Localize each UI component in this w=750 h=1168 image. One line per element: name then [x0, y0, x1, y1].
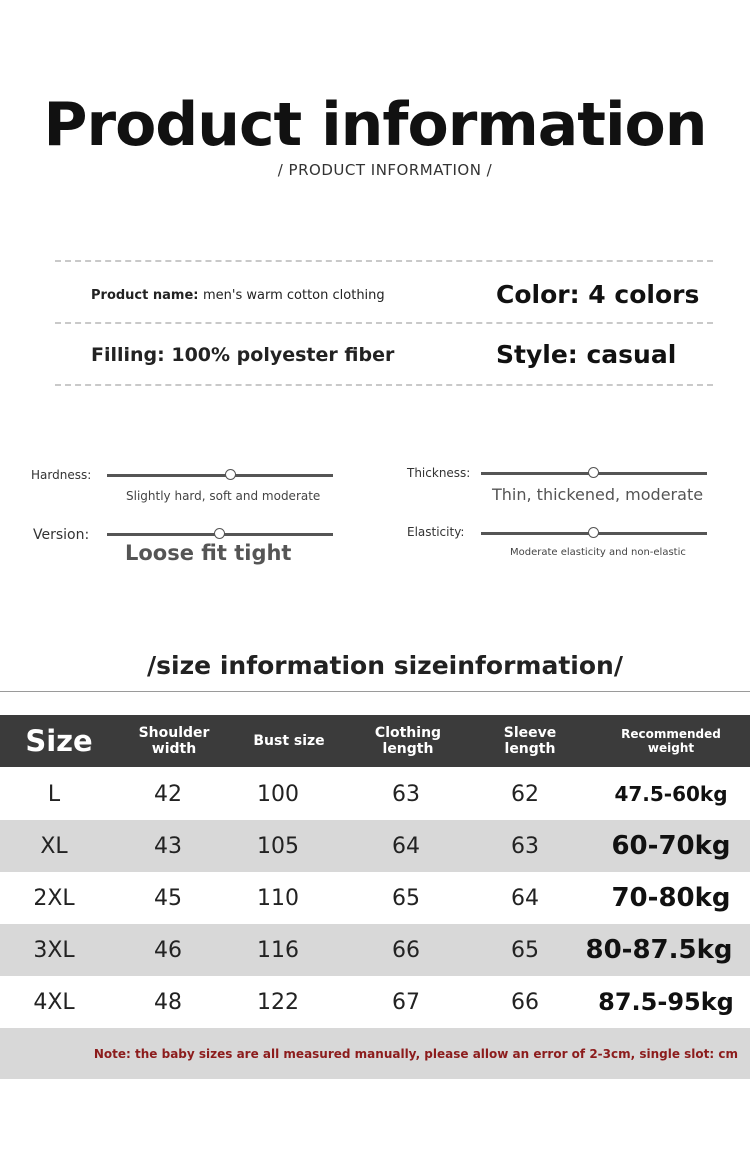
- version-description: Loose fit tight: [125, 541, 292, 565]
- cell-sleeve: 66: [511, 989, 539, 1015]
- thickness-description: Thin, thickened, moderate: [492, 485, 704, 504]
- cell-length: 63: [392, 781, 420, 807]
- cell-sleeve: 64: [511, 885, 539, 911]
- divider: [55, 322, 713, 324]
- table-row: [0, 820, 750, 872]
- cell-sleeve: 63: [511, 833, 539, 859]
- product-name-label: Product name:: [91, 288, 199, 303]
- size-section-heading: /size information sizeinformation/: [147, 651, 623, 680]
- cell-weight: 70-80kg: [611, 883, 731, 913]
- column-header-length: Clothing length: [374, 725, 442, 757]
- elasticity-label: Elasticity:: [407, 525, 465, 539]
- cell-length: 64: [392, 833, 420, 859]
- cell-shoulder: 46: [154, 937, 182, 963]
- cell-size: 2XL: [33, 885, 75, 911]
- cell-shoulder: 43: [154, 833, 182, 859]
- cell-length: 66: [392, 937, 420, 963]
- version-indicator: [214, 528, 225, 539]
- cell-bust: 105: [257, 833, 299, 859]
- column-header-size: Size: [25, 724, 93, 758]
- filling-info: Filling: 100% polyester fiber: [91, 344, 395, 366]
- cell-weight: 87.5-95kg: [598, 988, 734, 1016]
- column-header-weight: Recommended weight: [621, 727, 721, 755]
- cell-shoulder: 42: [154, 781, 182, 807]
- cell-bust: 110: [257, 885, 299, 911]
- color-info: Color: 4 colors: [496, 280, 700, 309]
- column-header-shoulder: Shoulder width: [138, 725, 210, 757]
- product-name: [91, 288, 385, 303]
- cell-weight: 80-87.5kg: [585, 935, 733, 965]
- cell-sleeve: 62: [511, 781, 539, 807]
- cell-size: 4XL: [33, 989, 75, 1015]
- table-row: [0, 768, 750, 820]
- thickness-indicator: [588, 467, 599, 478]
- product-name-value: men's warm cotton clothing: [203, 288, 385, 303]
- cell-length: 67: [392, 989, 420, 1015]
- note-band: [0, 1028, 750, 1079]
- cell-shoulder: 45: [154, 885, 182, 911]
- cell-bust: 122: [257, 989, 299, 1015]
- elasticity-description: Moderate elasticity and non-elastic: [510, 547, 686, 558]
- style-info: Style: casual: [496, 340, 677, 369]
- column-header-bust: Bust size: [253, 733, 325, 749]
- cell-size: 3XL: [33, 937, 75, 963]
- elasticity-track: [481, 532, 707, 535]
- table-row: [0, 872, 750, 924]
- page-subtitle: / PRODUCT INFORMATION /: [277, 161, 493, 179]
- measurement-note: Note: the baby sizes are all measured manually, please allow an error of 2-3cm, single slot: cm: [93, 1046, 738, 1061]
- section-divider: [0, 691, 750, 692]
- cell-length: 65: [392, 885, 420, 911]
- cell-bust: 100: [257, 781, 299, 807]
- hardness-label: Hardness:: [31, 468, 92, 482]
- elasticity-indicator: [588, 527, 599, 538]
- cell-size: L: [47, 781, 61, 807]
- hardness-track: [107, 474, 333, 477]
- version-track: [107, 533, 333, 536]
- page-title: Product information: [43, 90, 707, 160]
- table-row: [0, 976, 750, 1028]
- thickness-label: Thickness:: [407, 466, 471, 480]
- cell-weight: 47.5-60kg: [614, 782, 728, 806]
- thickness-track: [481, 472, 707, 475]
- cell-sleeve: 65: [511, 937, 539, 963]
- divider: [55, 260, 713, 262]
- cell-weight: 60-70kg: [611, 831, 731, 861]
- divider: [55, 384, 713, 386]
- version-label: Version:: [33, 527, 90, 543]
- hardness-description: Slightly hard, soft and moderate: [126, 489, 321, 503]
- size-table-header: [0, 715, 750, 767]
- cell-bust: 116: [257, 937, 299, 963]
- table-row: [0, 924, 750, 976]
- column-header-sleeve: Sleeve length: [503, 725, 557, 757]
- cell-size: XL: [40, 833, 68, 859]
- cell-shoulder: 48: [154, 989, 182, 1015]
- hardness-indicator: [225, 469, 236, 480]
